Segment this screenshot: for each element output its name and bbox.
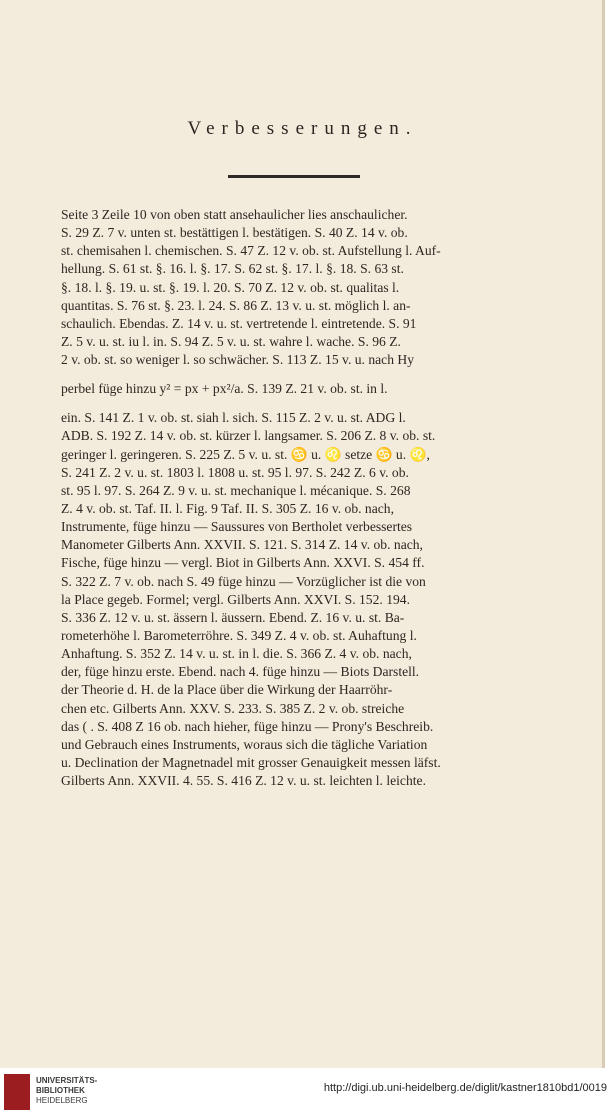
errata-text	[61, 206, 560, 790]
library-logo-text	[36, 1076, 97, 1106]
page-heading: Verbesserungen.	[187, 118, 418, 139]
logo-line: BIBLIOTHEK	[36, 1086, 85, 1095]
text-line: Z. 4 v. ob. st. Taf. II. l. Fig. 9 Taf. II. S. 305 Z. 16 v. ob. nach,	[61, 500, 394, 516]
text-line: der Theorie d. H. de la Place über die Wirkung der Haarröhr-	[61, 682, 393, 698]
text-line: §. 18. l. §. 19. u. st. §. 19. l. 20. S. 70 Z. 12 v. ob. st. qualitas l.	[61, 279, 400, 295]
logo-line: HEIDELBERG	[36, 1096, 88, 1105]
text-line: rometerhöhe l. Barometerröhre. S. 349 Z. 4 v. ob. st. Auhaftung l.	[61, 627, 417, 643]
text-line: das ( . S. 408 Z 16 ob. nach hieher, füge hinzu — Prony's Beschreib.	[61, 718, 434, 734]
text-line: st. 95 l. 97. S. 264 Z. 9 v. u. st. mechanique l. mécanique. S. 268	[61, 482, 411, 498]
text-line: ein. S. 141 Z. 1 v. ob. st. siah l. sich. S. 115 Z. 2 v. u. st. ADG l.	[61, 410, 406, 426]
text-line: der, füge hinzu erste. Ebend. nach 4. füge hinzu — Biots Darstell.	[61, 664, 420, 680]
text-line: Gilberts Ann. XXVII. 4. 55. S. 416 Z. 12 v. u. st. leichten l. leichte.	[61, 773, 426, 789]
logo-line: UNIVERSITÄTS-	[36, 1076, 98, 1085]
text-line: Instrumente, füge hinzu — Saussures von Bertholet verbessertes	[61, 519, 413, 535]
text-line: chen etc. Gilberts Ann. XXV. S. 233. S. 385 Z. 2 v. ob. streiche	[61, 700, 405, 716]
heading-rule	[228, 175, 360, 178]
text-line: Manometer Gilberts Ann. XXVII. S. 121. S. 314 Z. 14 v. ob. nach,	[61, 537, 423, 553]
text-line: la Place gegeb. Formel; vergl. Gilberts Ann. XXVI. S. 152. 194.	[61, 591, 410, 607]
text-line: u. Declination der Magnetnadel mit grosser Genauigkeit messen läfst.	[61, 754, 441, 770]
viewer-footer	[0, 1068, 615, 1116]
library-logo-icon	[4, 1074, 30, 1110]
formula-line: perbel füge hinzu y² = px + px²/a. S. 139 Z. 21 v. ob. st. in l.	[61, 381, 388, 397]
page-url[interactable]: http://digi.ub.uni-heidelberg.de/diglit/kastner1810bd1/0019	[323, 1082, 607, 1094]
text-line: schaulich. Ebendas. Z. 14 v. u. st. vertretende l. eintretende. S. 91	[61, 315, 417, 331]
text-line: ADB. S. 192 Z. 14 v. ob. st. kürzer l. langsamer. S. 206 Z. 8 v. ob. st.	[61, 428, 436, 444]
text-line: 2 v. ob. st. so weniger l. so schwächer. S. 113 Z. 15 v. u. nach Hy	[61, 352, 415, 368]
text-line: hellung. S. 61 st. §. 16. l. §. 17. S. 62 st. §. 17. l. §. 18. S. 63 st.	[61, 261, 404, 277]
text-line: S. 322 Z. 7 v. ob. nach S. 49 füge hinzu — Vorzüglicher ist die von	[61, 573, 426, 589]
text-line: Z. 5 v. u. st. iu l. in. S. 94 Z. 5 v. u. st. wahre l. wache. S. 96 Z.	[61, 333, 401, 349]
text-line: S. 336 Z. 12 v. u. st. ässern l. äussern. Ebend. Z. 16 v. u. st. Ba-	[61, 609, 405, 625]
text-line: Anhaftung. S. 352 Z. 14 v. u. st. in l. die. S. 366 Z. 4 v. ob. nach,	[61, 646, 412, 662]
text-line: Seite 3 Zeile 10 von oben statt ansehaulicher lies anschaulicher.	[61, 207, 408, 222]
text-line: S. 241 Z. 2 v. u. st. 1803 l. 1808 u. st. 95 l. 97. S. 242 Z. 6 v. ob.	[61, 464, 409, 480]
text-line: und Gebrauch eines Instruments, woraus sich die tägliche Variation	[61, 736, 428, 752]
text-line: quantitas. S. 76 st. §. 23. l. 24. S. 86 Z. 13 v. u. st. möglich l. an-	[61, 297, 411, 313]
text-line: geringer l. geringeren. S. 225 Z. 5 v. u. st. ♋ u. ♌ setze ♋ u. ♌,	[61, 446, 430, 462]
text-line: st. chemisahen l. chemischen. S. 47 Z. 12 v. ob. st. Aufstellung l. Auf-	[61, 243, 441, 259]
text-line: Fische, füge hinzu — vergl. Biot in Gilberts Ann. XXVI. S. 454 ff.	[61, 555, 425, 571]
text-line: S. 29 Z. 7 v. unten st. bestättigen l. bestätigen. S. 40 Z. 14 v. ob.	[61, 225, 408, 241]
